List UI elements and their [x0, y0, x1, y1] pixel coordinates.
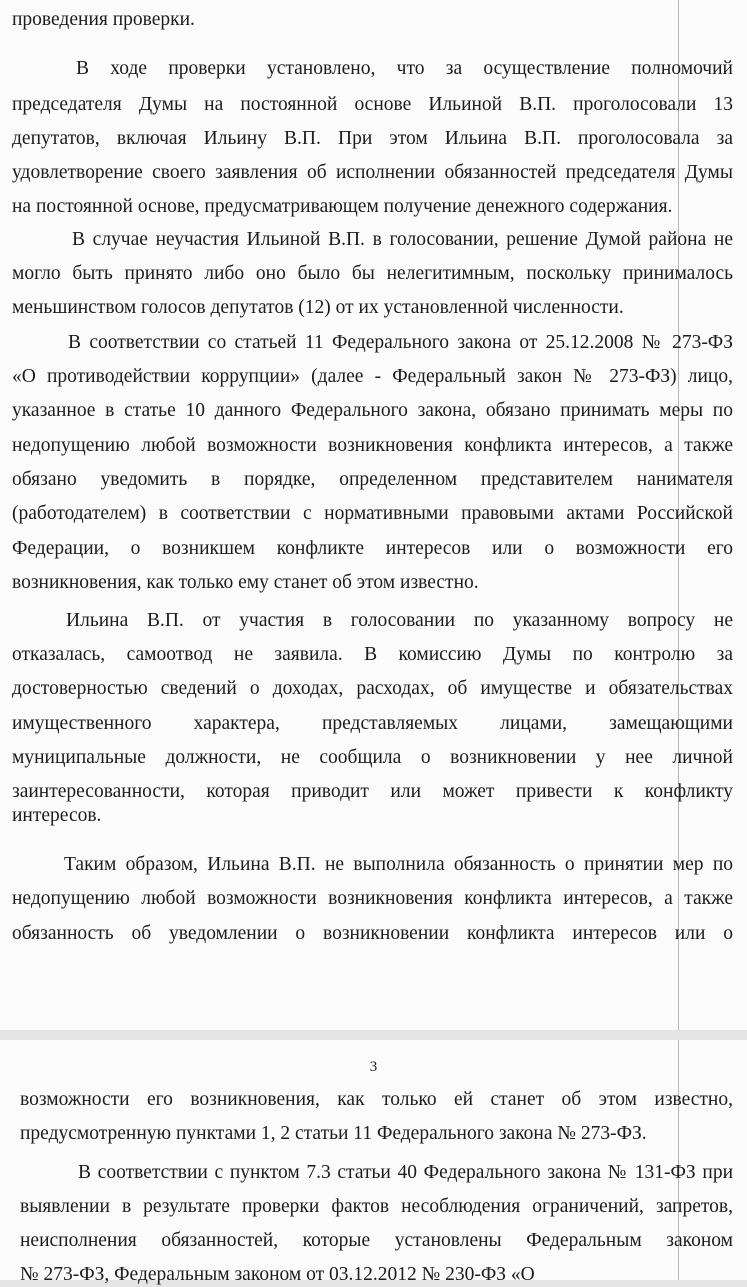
text-line: «О противодействии коррупции» (далее - Федеральный закон № 273-ФЗ) лицо,: [12, 366, 733, 387]
text-line: № 273-ФЗ, Федеральным законом от 03.12.2012 № 230-ФЗ «О: [20, 1264, 535, 1285]
text-line: Таким образом, Ильина В.П. не выполнила обязанность о принятии мер по: [64, 854, 733, 875]
text-line: могло быть принято либо оно было бы нелегитимным, поскольку принималось: [12, 263, 733, 284]
text-line: В соответствии с пунктом 7.3 статьи 40 Федерального закона № 131-ФЗ при: [78, 1162, 733, 1183]
text-line: возможности его возникновения, как только ей станет об этом известно,: [20, 1089, 733, 1110]
text-line: обязано уведомить в порядке, определенном представителем нанимателя: [12, 469, 733, 490]
text-line: выявлении в результате проверки фактов несоблюдения ограничений, запретов,: [20, 1196, 733, 1217]
text-line: В случае неучастия Ильиной В.П. в голосовании, решение Думой района не: [72, 229, 733, 250]
text-line: В соответствии со статьей 11 Федерального закона от 25.12.2008 № 273-ФЗ: [68, 332, 733, 353]
text-line: Федерации, о возникшем конфликте интересов или о возможности его: [12, 538, 733, 559]
text-line: депутатов, включая Ильину В.П. При этом Ильина В.П. проголосовала за: [12, 128, 733, 149]
text-line: достоверностью сведений о доходах, расходах, об имуществе и обязательствах: [12, 678, 733, 699]
page-number: 3: [369, 1059, 378, 1075]
text-line: на постоянной основе, предусматривающем получение денежного содержания.: [12, 196, 673, 217]
text-line: меньшинством голосов депутатов (12) от их установленной численности.: [12, 297, 624, 318]
text-line: удовлетворение своего заявления об исполнении обязанностей председателя Думы: [12, 162, 733, 183]
text-line: Ильина В.П. от участия в голосовании по указанному вопросу не: [66, 610, 733, 631]
text-line: возникновения, как только ему станет об этом известно.: [12, 572, 479, 593]
text-line: председателя Думы на постоянной основе Ильиной В.П. проголосовали 13: [12, 94, 733, 115]
text-line: проведения проверки.: [12, 9, 195, 30]
text-line: указанное в статье 10 данного Федерального закона, обязано принимать меры по: [12, 400, 733, 421]
text-line: отказалась, самоотвод не заявила. В комиссию Думы по контролю за: [12, 644, 733, 665]
text-line: неисполнения обязанностей, которые установлены Федеральным законом: [20, 1230, 733, 1251]
text-line: интересов.: [12, 805, 102, 826]
text-line: недопущению любой возможности возникновения конфликта интересов, а также: [12, 435, 733, 456]
text-line: имущественного характера, представляемых лицами, замещающими: [12, 713, 733, 734]
text-line: недопущению любой возможности возникновения конфликта интересов, а также: [12, 888, 733, 909]
text-line: муниципальные должности, не сообщила о возникновении у нее личной: [12, 747, 733, 768]
text-line: предусмотренную пунктами 1, 2 статьи 11 Федерального закона № 273-ФЗ.: [20, 1123, 647, 1144]
text-line: (работодателем) в соответствии с нормативными правовыми актами Российской: [12, 503, 733, 524]
text-line: обязанность об уведомлении о возникновении конфликта интересов или о: [12, 923, 733, 944]
text-line: заинтересованности, которая приводит или может привести к конфликту: [12, 781, 733, 802]
text-line: В ходе проверки установлено, что за осуществление полномочий: [76, 58, 733, 79]
